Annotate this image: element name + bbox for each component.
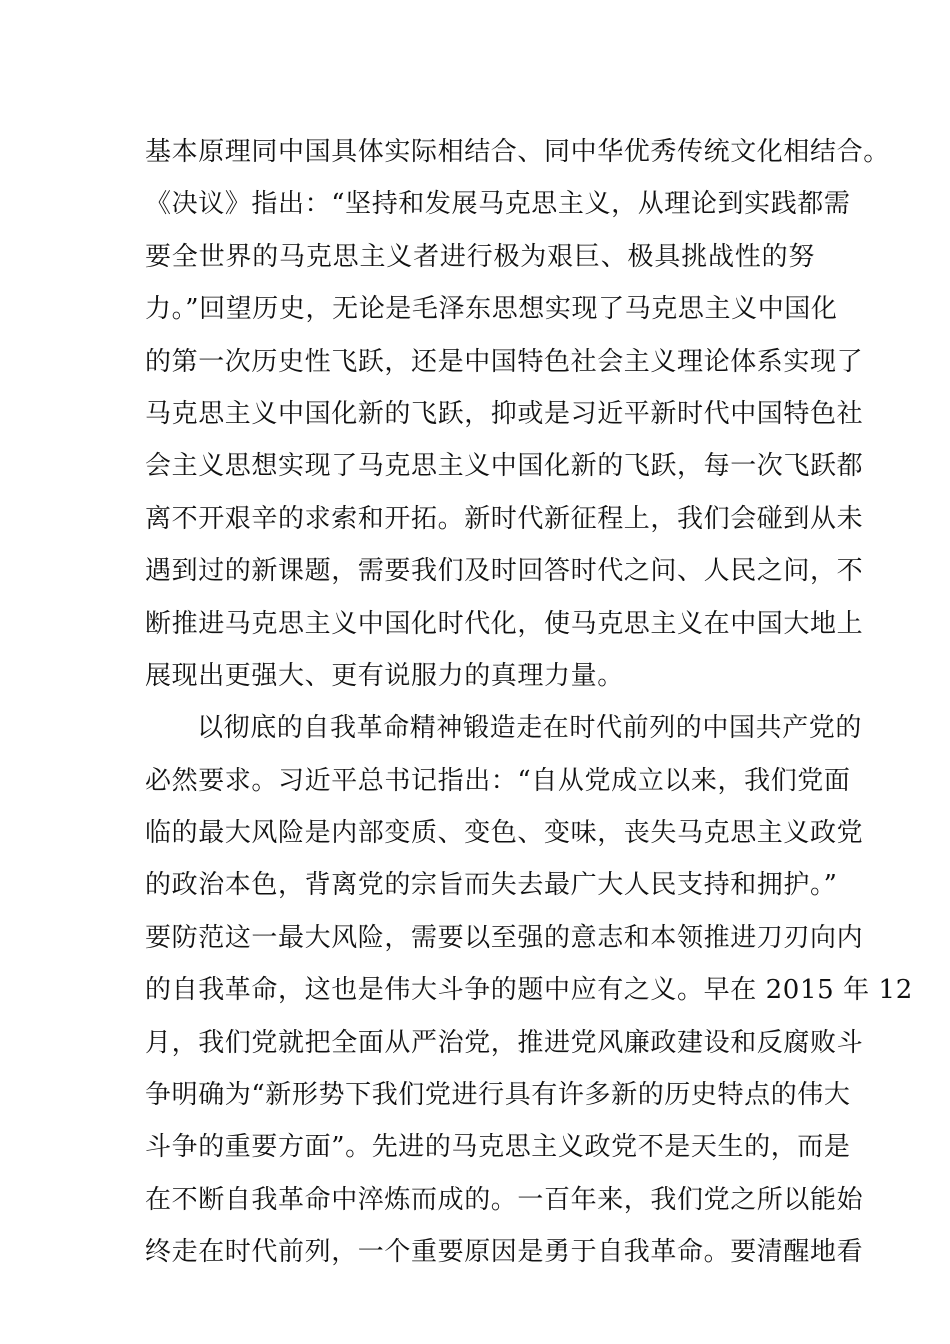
body-text — [145, 126, 913, 1279]
text-line: 争明确为“新形势下我们党进行具有许多新的历史特点的伟大 — [145, 1080, 851, 1111]
text-line: 展现出更强大、更有说服力的真理力量。 — [145, 660, 624, 691]
text-line: 必然要求。习近平总书记指出：“自从党成立以来，我们党面 — [145, 765, 851, 796]
text-line: 断推进马克思主义中国化时代化，使马克思主义在中国大地上 — [145, 608, 864, 639]
paragraph-first-line: 以彻底的自我革命精神锻造走在时代前列的中国共产党的 — [197, 713, 863, 744]
text-line: 遇到过的新课题，需要我们及时回答时代之问、人民之问，不 — [145, 556, 864, 587]
text-line: 力。”回望历史，无论是毛泽东思想实现了马克思主义中国化 — [145, 294, 838, 325]
text-line: 基本原理同中国具体实际相结合、同中华优秀传统文化相结合。 — [145, 137, 890, 167]
text-line: 斗争的重要方面”。先进的马克思主义政党不是天生的，而是 — [145, 1132, 851, 1163]
text-line: 的政治本色，背离党的宗旨而失去最广大人民支持和拥护。” — [145, 870, 838, 901]
text-line: 要防范这一最大风险，需要以至强的意志和本领推进刀刃向内 — [145, 922, 864, 953]
text-line: 的第一次历史性飞跃，还是中国特色社会主义理论体系实现了 — [145, 346, 864, 377]
text-line: 的自我革命，这也是伟大斗争的题中应有之义。早在 2015 年 12 — [145, 975, 913, 1006]
text-line: 临的最大风险是内部变质、变色、变味，丧失马克思主义政党 — [145, 818, 864, 849]
text-line: 在不断自我革命中淬炼而成的。一百年来，我们党之所以能始 — [145, 1184, 864, 1215]
text-line: 要全世界的马克思主义者进行极为艰巨、极具挑战性的努 — [145, 241, 815, 272]
text-line: 终走在时代前列，一个重要原因是勇于自我革命。要清醒地看 — [145, 1237, 864, 1268]
text-line: 离不开艰辛的求索和开拓。新时代新征程上，我们会碰到从未 — [145, 503, 864, 534]
text-line: 马克思主义中国化新的飞跃，抑或是习近平新时代中国特色社 — [145, 398, 864, 429]
text-line: 月，我们党就把全面从严治党，推进党风廉政建设和反腐败斗 — [145, 1027, 864, 1058]
text-line: 《决议》指出：“坚持和发展马克思主义，从理论到实践都需 — [145, 189, 851, 220]
text-line: 会主义思想实现了马克思主义中国化新的飞跃，每一次飞跃都 — [145, 451, 864, 482]
